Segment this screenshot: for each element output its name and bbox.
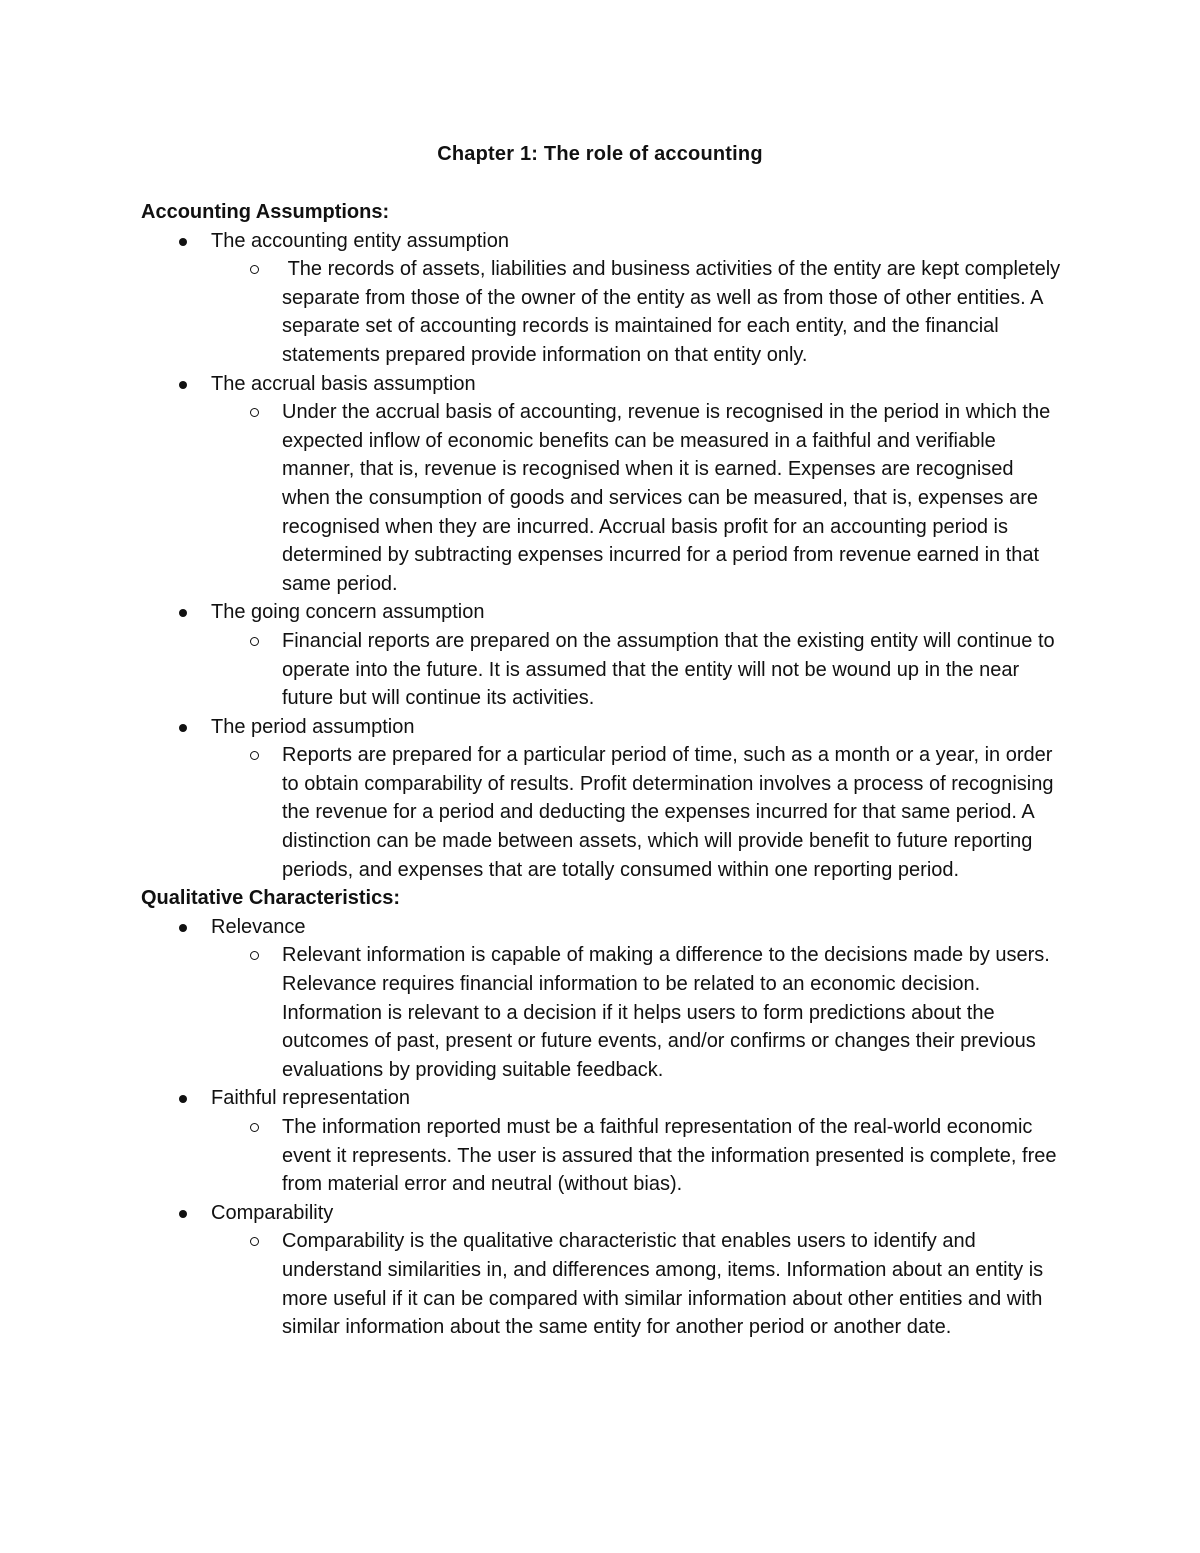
list-item-label: The going concern assumption bbox=[211, 601, 485, 624]
section-heading: Qualitative Characteristics: bbox=[141, 887, 400, 910]
sub-list-item-text: Financial reports are prepared on the assumption that the existing entity will continue to operate into the future. It is assumed that the entity will not be wound up in the near future but will continue its activities. bbox=[282, 629, 1055, 710]
bullet-icon bbox=[179, 924, 187, 932]
section-qualitative-characteristics bbox=[141, 884, 1066, 1342]
list-item bbox=[141, 713, 1066, 885]
sub-list-item bbox=[141, 255, 1066, 369]
bullet-icon bbox=[179, 724, 187, 732]
section-heading: Accounting Assumptions: bbox=[141, 201, 390, 223]
sub-list bbox=[211, 1227, 1066, 1341]
sub-list-item-text: Comparability is the qualitative characteristic that enables users to identify and understand similarities in, and differences among, items. Information about an entity is more useful if it can be compared with similar information about other entities and with similar information about the same entity for another period or another date. bbox=[282, 1230, 1044, 1339]
sub-list bbox=[211, 398, 1066, 598]
sub-list bbox=[211, 741, 1066, 884]
sub-list-item bbox=[141, 627, 1066, 713]
hollow-bullet-icon bbox=[250, 637, 259, 646]
bullet-icon bbox=[179, 1095, 187, 1103]
list-item bbox=[141, 598, 1066, 712]
hollow-bullet-icon bbox=[250, 1123, 259, 1132]
list-item bbox=[141, 1199, 1066, 1342]
list-item bbox=[141, 370, 1066, 599]
list-item bbox=[141, 227, 1066, 370]
sub-list bbox=[211, 1113, 1066, 1199]
list-item-label: The accrual basis assumption bbox=[211, 372, 476, 395]
sub-list bbox=[211, 255, 1066, 369]
list-item-label: The period assumption bbox=[211, 715, 415, 738]
sub-list-item bbox=[141, 1113, 1066, 1199]
sub-list-item-text: Reports are prepared for a particular period of time, such as a month or a year, in order to obtain comparability of results. Profit determination involves a process of recognising the revenue for a period and deducting the expenses incurred for that same period. A distinction can be made between assets, which will provide benefit to future reporting periods, and expenses that are totally consumed within one reporting period. bbox=[282, 744, 1054, 881]
list-item-label: The accounting entity assumption bbox=[211, 229, 509, 252]
sub-list bbox=[211, 941, 1066, 1084]
list-item bbox=[141, 1084, 1066, 1198]
sub-list-item-text: The records of assets, liabilities and business activities of the entity are kept completely separate from those of the owner of the entity as well as from those of other entities. A separate set of accounting records is maintained for each entity, and the financial statements prepared provide information on that entity only. bbox=[282, 258, 1066, 366]
page-title: Chapter 1: The role of accounting bbox=[437, 143, 763, 165]
bullet-list bbox=[141, 913, 1066, 1342]
bullet-icon bbox=[179, 381, 187, 389]
list-item bbox=[141, 913, 1066, 1085]
sub-list-item-text: The information reported must be a faithful representation of the real-world economic event it represents. The user is assured that the information presented is complete, free from material error and neutral (without bias). bbox=[282, 1116, 1057, 1196]
bullet-icon bbox=[179, 1210, 187, 1218]
sub-list-item bbox=[141, 741, 1066, 884]
sub-list-item bbox=[141, 941, 1066, 1084]
list-item-label: Faithful representation bbox=[211, 1087, 411, 1110]
bullet-icon bbox=[179, 609, 187, 617]
sub-list-item-text: Under the accrual basis of accounting, revenue is recognised in the period in which the expected inflow of economic benefits can be measured in a faithful and verifiable manner, that is, revenue is recognised when it is earned. Expenses are recognised when the consumption of goods and services can be measured, that is, expenses are recognised when they are incurred. Accrual basis profit for an accounting period is determined by subtracting expenses incurred for a period from revenue earned in that same period. bbox=[282, 401, 1051, 595]
section-accounting-assumptions bbox=[141, 198, 1066, 884]
sub-list-item bbox=[141, 1227, 1066, 1341]
sub-list-item-text: Relevant information is capable of making a difference to the decisions made by users. Relevance requires financial information to be related to an economic decision. Information is relevant to a decision if it helps users to form predictions about the outcomes of past, present or future events, and/or confirms or changes their previous evaluations by providing suitable feedback. bbox=[282, 944, 1050, 1081]
document-body bbox=[141, 198, 1066, 1342]
bullet-icon bbox=[179, 238, 187, 246]
list-item-label: Comparability bbox=[211, 1201, 334, 1224]
sub-list bbox=[211, 627, 1066, 713]
sub-list-item bbox=[141, 398, 1066, 598]
list-item-label: Relevance bbox=[211, 915, 306, 938]
bullet-list bbox=[141, 227, 1066, 885]
